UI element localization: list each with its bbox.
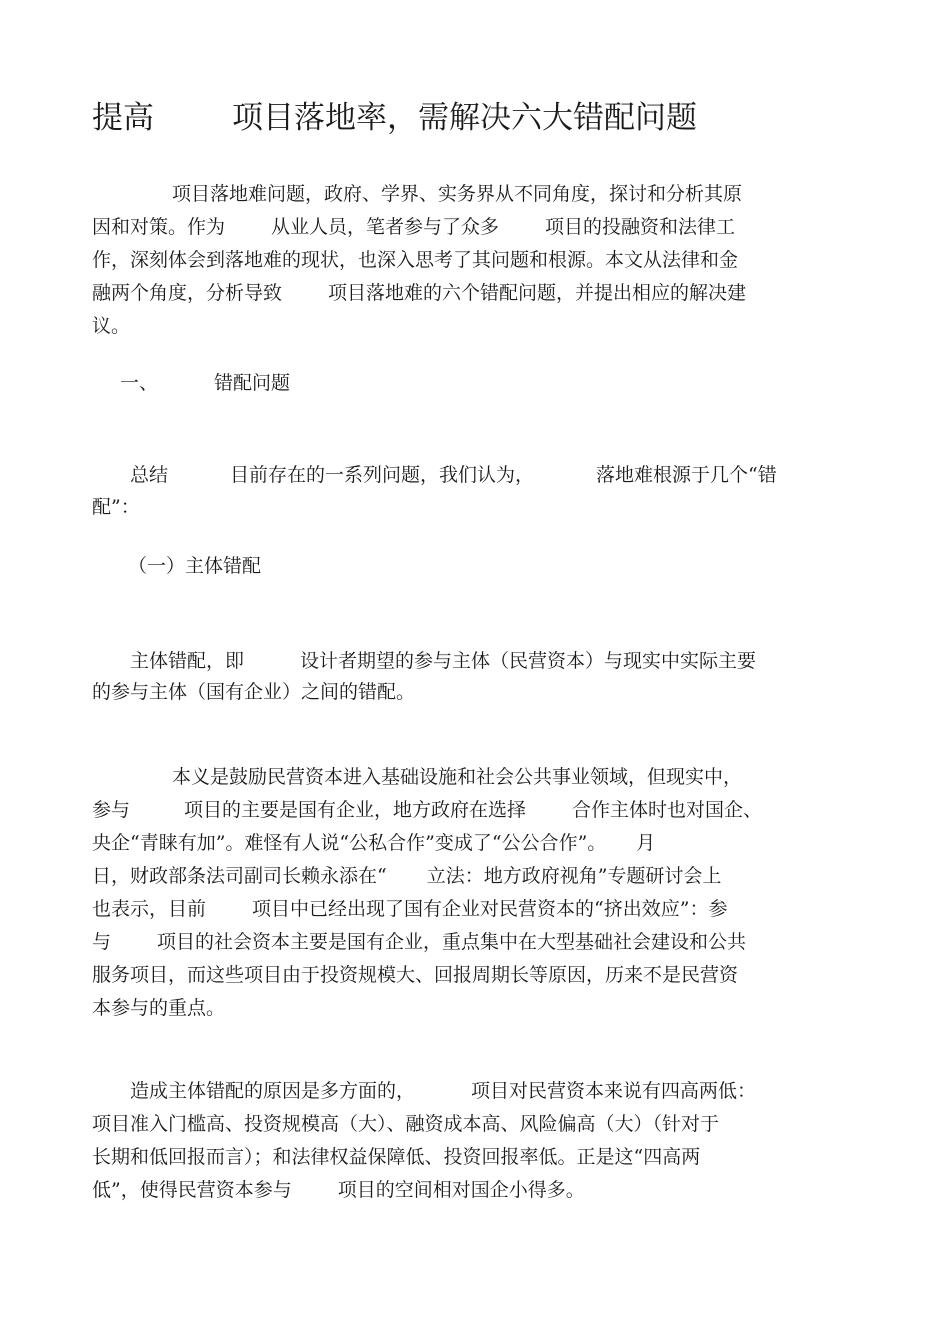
- causes-line-3: 长期和低回报而言）；和法律权益保障低、投资回报率低。正是这“四高两: [92, 1146, 701, 1168]
- original-line-2a: 参与: [92, 799, 131, 821]
- subject-line-1b: 设计者期望的参与主体（民营资本）与现实中实际主要: [300, 650, 757, 672]
- original-line-2: [92, 796, 762, 824]
- intro-line-4: [92, 279, 746, 307]
- causes-line-4b: 项目的空间相对国企小得多。: [337, 1179, 585, 1201]
- intro-line-3: 作，深刻体会到落地难的现状，也深入思考了其问题和根源。本文从法律和金: [92, 249, 739, 271]
- original-line-3: [92, 829, 655, 857]
- section-heading-1: [120, 369, 290, 397]
- original-line-2b: 项目的主要是国有企业，地方政府在选择: [184, 799, 527, 821]
- original-line-3b: 月: [636, 832, 656, 854]
- summary-line-1a: 总结: [130, 464, 169, 486]
- subheading-subject-mismatch: （一）主体错配: [128, 555, 262, 577]
- title-part-1: 提高: [92, 100, 154, 136]
- intro-line-2c: 项目的投融资和法律工: [545, 216, 736, 238]
- title-part-2: 项目落地率，需解决六大错配问题: [232, 100, 697, 136]
- original-line-5: [92, 895, 727, 923]
- original-line-4b: 立法：地方政府视角”专题研讨会上: [426, 865, 722, 887]
- intro-line-5: 议。: [92, 315, 131, 337]
- original-line-6: [92, 928, 746, 956]
- intro-line-4a: 融两个角度，分析导致: [92, 282, 283, 304]
- intro-line-2: [92, 213, 735, 241]
- original-line-5a: 也表示，目前: [92, 898, 207, 920]
- causes-line-1b: 项目对民营资本来说有四高两低：: [471, 1080, 757, 1102]
- summary-line-2: 配”：: [92, 496, 140, 518]
- causes-line-1a: 造成主体错配的原因是多方面的，: [130, 1080, 416, 1102]
- original-line-2c: 合作主体时也对国企、: [572, 799, 763, 821]
- original-line-6a: 与: [92, 931, 112, 953]
- intro-line-1: 项目落地难问题，政府、学界、实务界从不同角度，探讨和分析其原: [172, 183, 743, 205]
- summary-line-1: [130, 461, 777, 489]
- causes-line-1: [130, 1077, 756, 1105]
- original-line-5b: 项目中已经出现了国有企业对民营资本的“挤出效应”：参: [252, 898, 728, 920]
- original-line-4a: 日，财政部条法司副司长赖永添在“: [92, 865, 387, 887]
- intro-line-2a: 因和对策。作为: [92, 216, 226, 238]
- subject-line-2: 的参与主体（国有企业）之间的错配。: [92, 681, 416, 703]
- section-label: 错配问题: [214, 372, 291, 394]
- causes-line-4a: 低”，使得民营资本参与: [92, 1179, 292, 1201]
- subject-line-1: [130, 647, 756, 675]
- original-line-8: 本参与的重点。: [92, 997, 226, 1019]
- original-line-7: 服务项目，而这些项目由于投资规模大、回报周期长等原因，历来不是民营资: [92, 964, 739, 986]
- original-line-3a: 央企“青睐有加”。难怪有人说“公私合作”变成了“公公合作”。: [92, 832, 607, 854]
- section-number: 一、: [120, 372, 159, 394]
- causes-line-4: [92, 1176, 585, 1204]
- intro-line-2b: 从业人员，笔者参与了众多: [271, 216, 500, 238]
- summary-line-1b: 目前存在的一系列问题，我们认为，: [230, 464, 535, 486]
- causes-line-2: 项目准入门槛高、投资规模高（大）、融资成本高、风险偏高（大）（针对于: [92, 1113, 720, 1135]
- original-line-1: 本义是鼓励民营资本进入基础设施和社会公共事业领域，但现实中，: [172, 766, 743, 788]
- document-title: [92, 98, 697, 138]
- intro-line-4b: 项目落地难的六个错配问题，并提出相应的解决建: [328, 282, 747, 304]
- original-line-6b: 项目的社会资本主要是国有企业，重点集中在大型基础社会建设和公共: [157, 931, 747, 953]
- original-line-4: [92, 862, 721, 890]
- subject-line-1a: 主体错配，即: [130, 650, 245, 672]
- summary-line-1c: 落地难根源于几个“错: [596, 464, 777, 486]
